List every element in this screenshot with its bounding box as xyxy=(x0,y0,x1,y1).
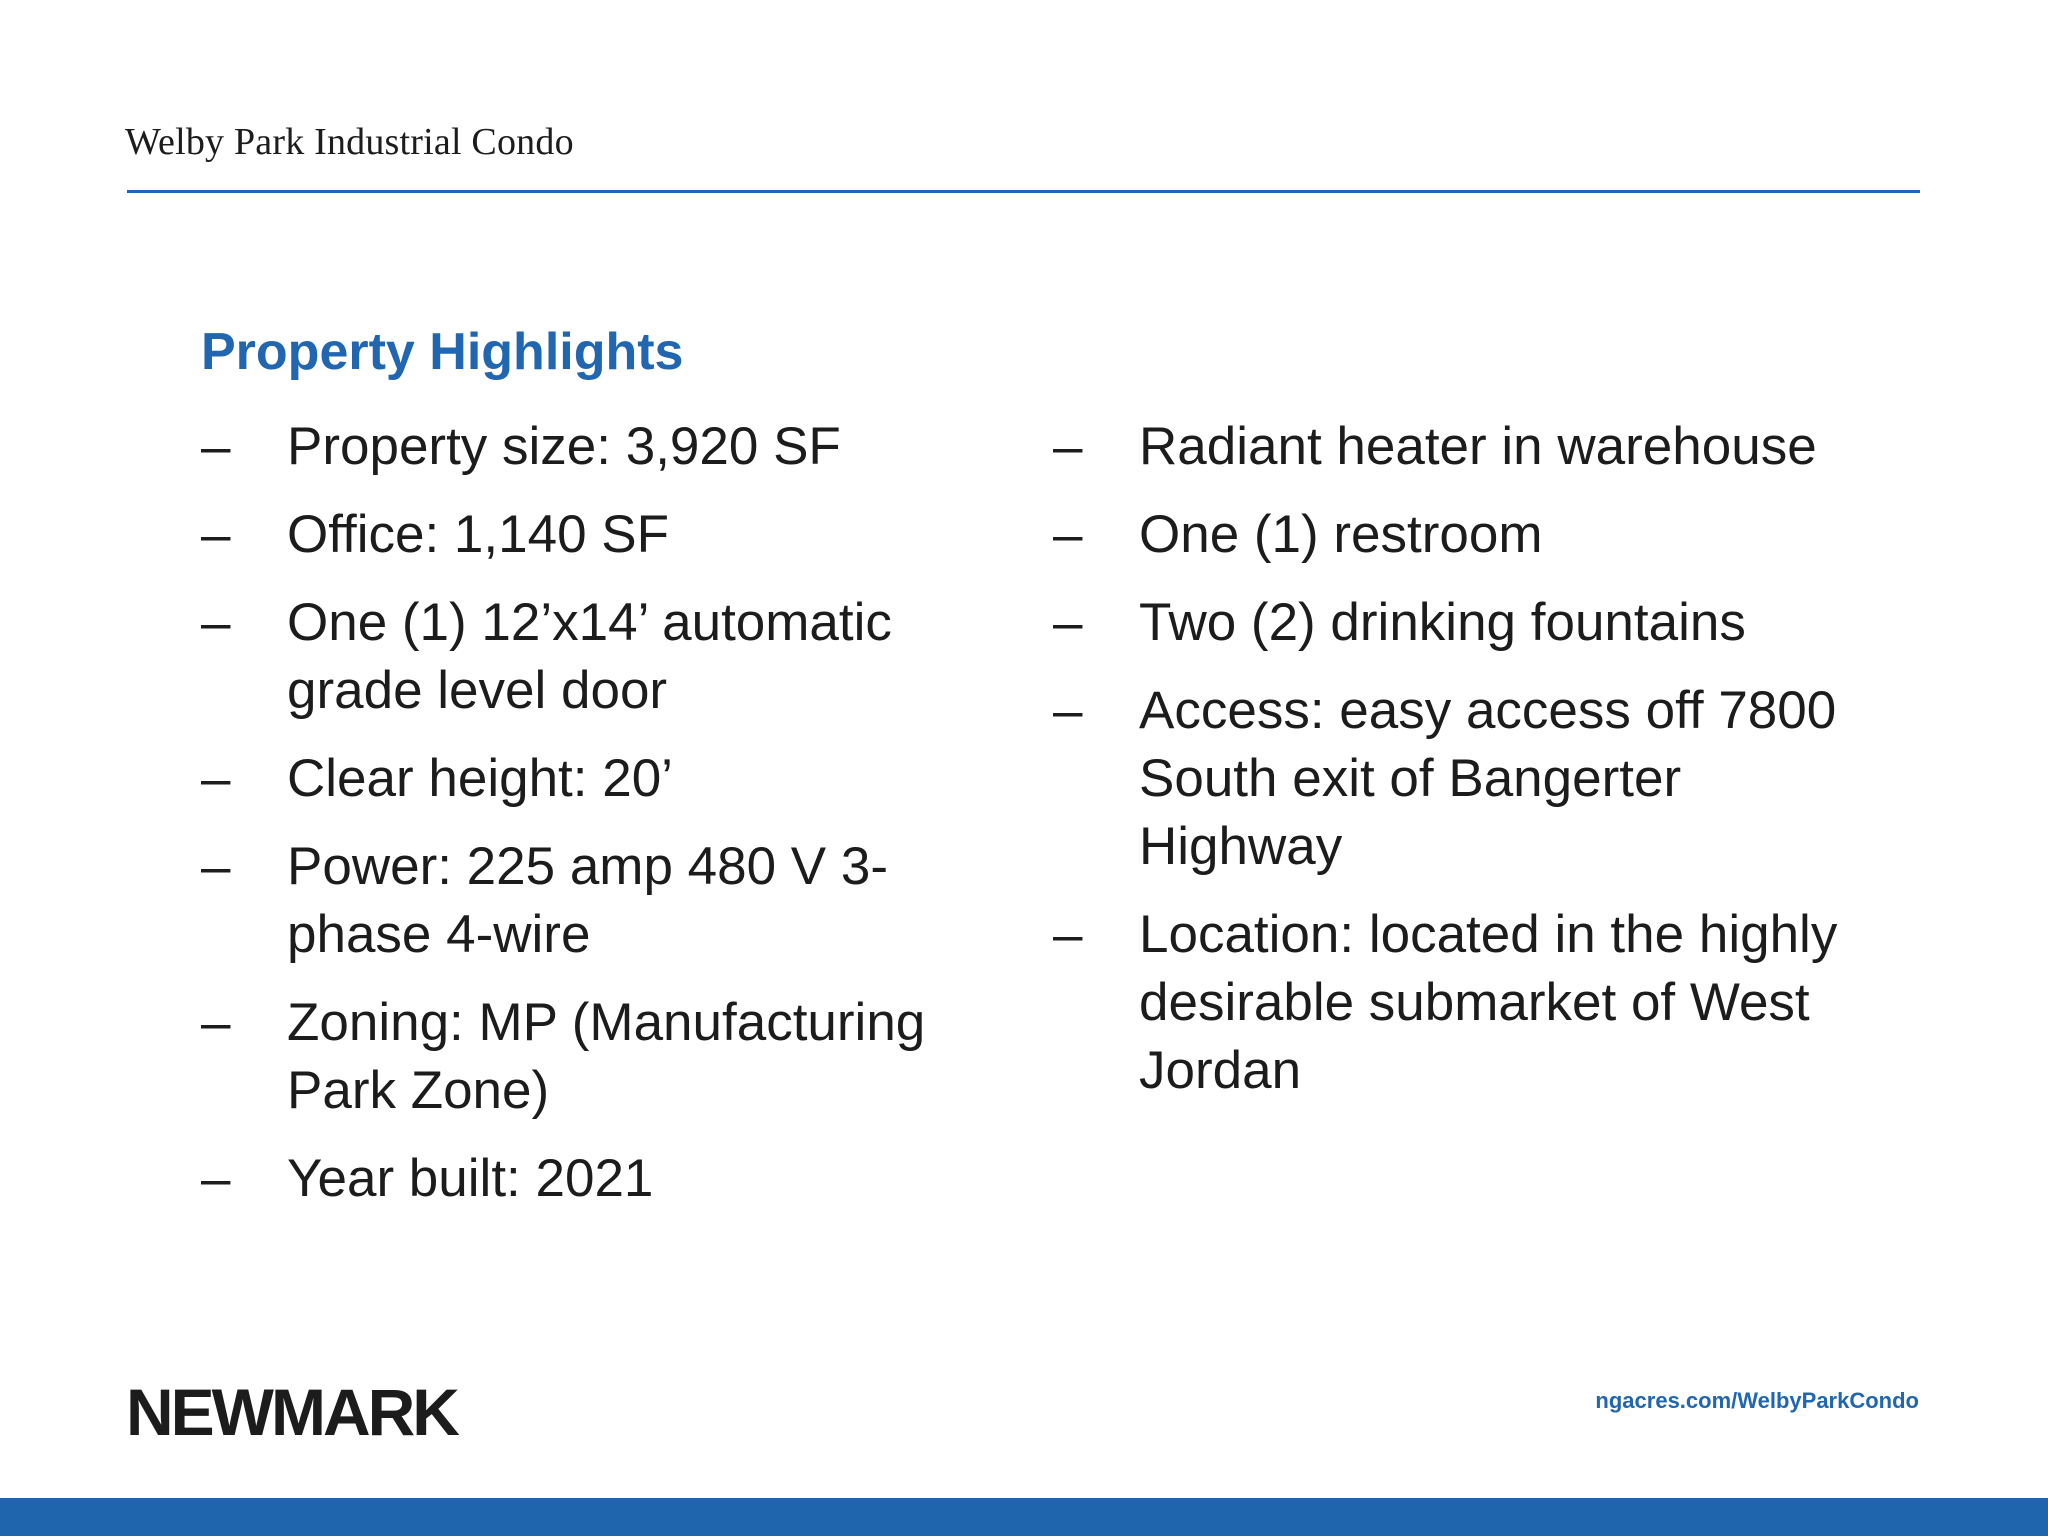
highlight-item xyxy=(201,1145,1001,1213)
highlight-item xyxy=(201,745,1001,813)
website-link[interactable]: ngacres.com/WelbyParkCondo xyxy=(1595,1388,1919,1413)
bullet-dash: – xyxy=(201,993,231,1052)
document-title: Welby Park Industrial Condo xyxy=(125,121,574,163)
header-divider xyxy=(127,190,1920,193)
highlight-text: Office: 1,140 SF xyxy=(287,505,669,564)
bullet-dash: – xyxy=(201,593,231,652)
highlight-text: Access: easy access off 7800 South exit of Bangerter Highway xyxy=(1139,681,1837,876)
bullet-dash: – xyxy=(1053,905,1083,964)
highlight-text: One (1) restroom xyxy=(1139,505,1543,564)
highlight-text: Radiant heater in warehouse xyxy=(1139,417,1817,476)
bullet-dash: – xyxy=(1053,593,1083,652)
highlight-item xyxy=(201,989,1001,1125)
highlight-text: Year built: 2021 xyxy=(287,1149,654,1208)
highlight-item xyxy=(1053,413,1873,481)
highlight-item xyxy=(201,501,1001,569)
bullet-dash: – xyxy=(201,505,231,564)
newmark-logo: NEWMARK xyxy=(126,1375,457,1449)
bullet-dash: – xyxy=(1053,681,1083,740)
highlight-item xyxy=(1053,677,1873,881)
highlights-left-column xyxy=(201,413,1001,1233)
highlight-item xyxy=(1053,589,1873,657)
highlights-right-column xyxy=(1053,413,1873,1125)
footer-color-bar xyxy=(0,1498,2048,1536)
bullet-dash: – xyxy=(201,749,231,808)
highlight-text: Property size: 3,920 SF xyxy=(287,417,841,476)
highlight-item xyxy=(201,589,1001,725)
highlight-text: Power: 225 amp 480 V 3-phase 4-wire xyxy=(287,837,889,964)
section-heading: Property Highlights xyxy=(201,323,684,381)
highlight-text: Location: located in the highly desirable submarket of West Jordan xyxy=(1139,905,1838,1100)
bullet-dash: – xyxy=(201,417,231,476)
bullet-dash: – xyxy=(1053,417,1083,476)
bullet-dash: – xyxy=(201,837,231,896)
highlight-item xyxy=(1053,501,1873,569)
highlight-text: Clear height: 20’ xyxy=(287,749,673,808)
bullet-dash: – xyxy=(1053,505,1083,564)
highlight-text: Zoning: MP (Manufacturing Park Zone) xyxy=(287,993,926,1120)
highlight-text: Two (2) drinking fountains xyxy=(1139,593,1746,652)
highlight-item xyxy=(1053,901,1873,1105)
highlight-text: One (1) 12’x14’ automatic grade level door xyxy=(287,593,892,720)
highlight-item xyxy=(201,413,1001,481)
highlight-item xyxy=(201,833,1001,969)
bullet-dash: – xyxy=(201,1149,231,1208)
